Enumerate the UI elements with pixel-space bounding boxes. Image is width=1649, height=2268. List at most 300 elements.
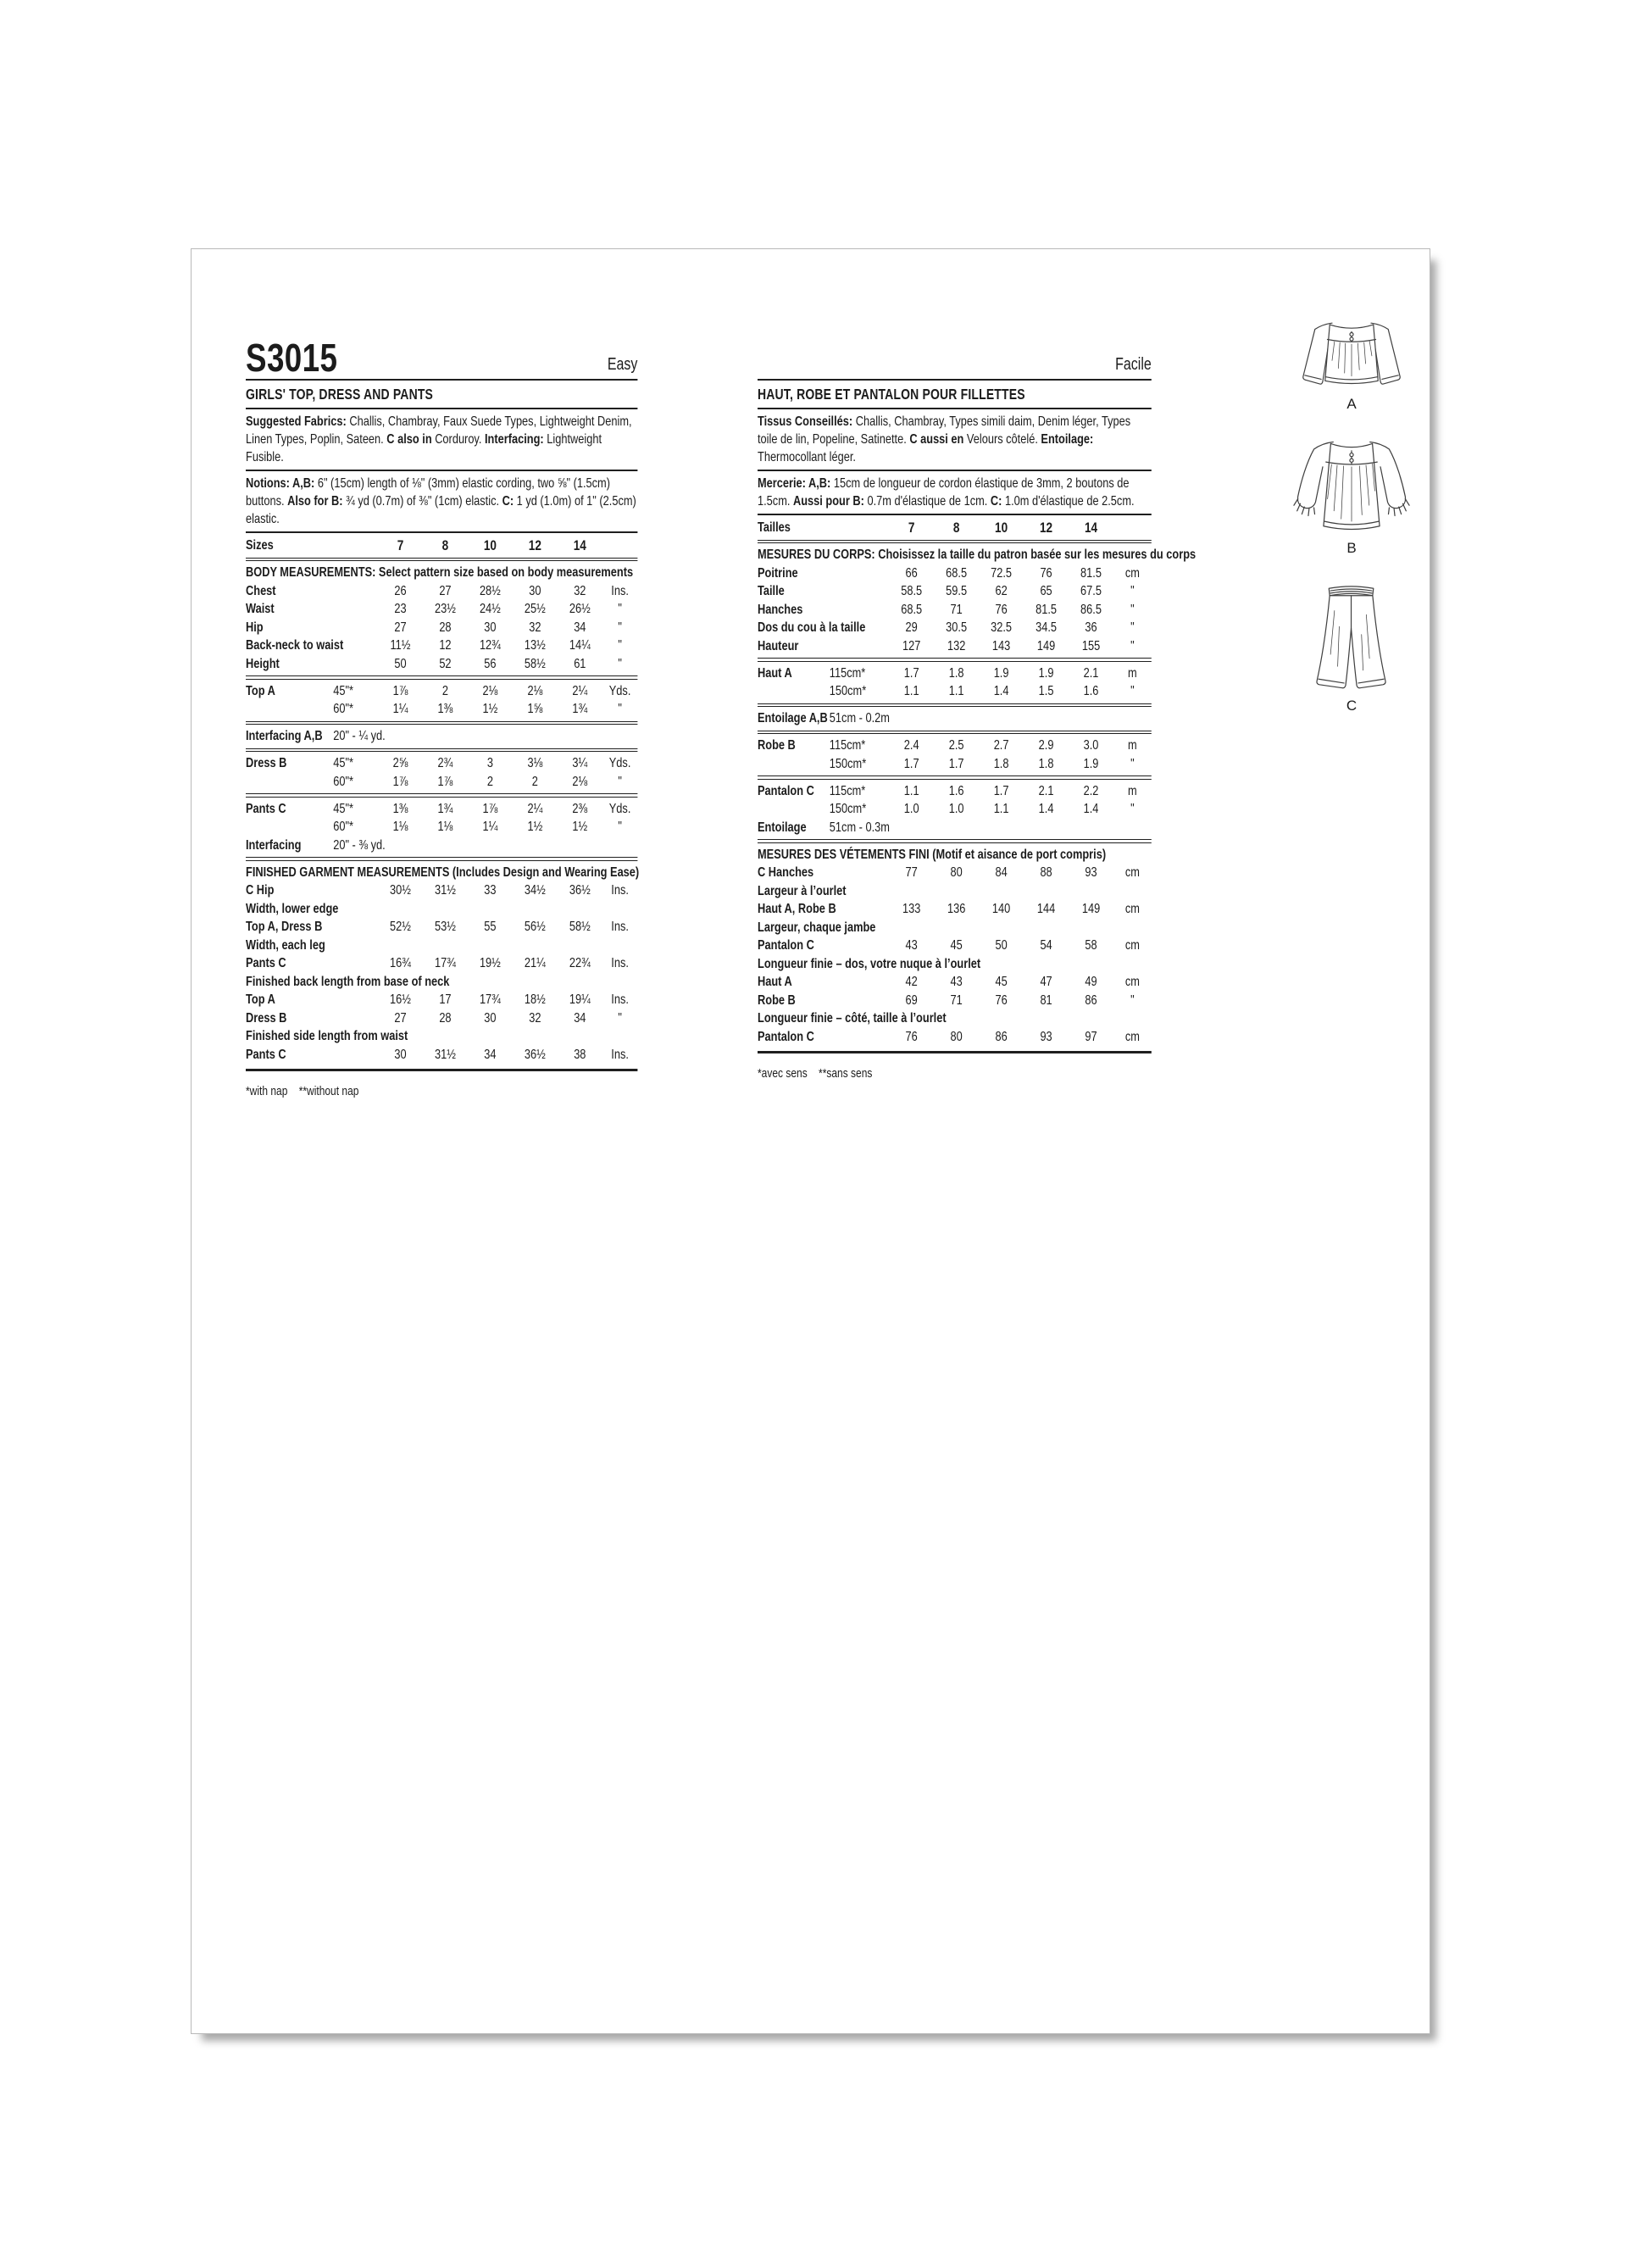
- unit-label: m: [1128, 665, 1137, 681]
- row-label: Haut A, Robe B: [758, 902, 836, 916]
- size-value: 97: [1085, 1029, 1097, 1044]
- size-value: 1¾: [572, 702, 588, 716]
- garment-title-en: GIRLS' TOP, DRESS AND PANTS: [246, 386, 434, 403]
- size-value: 155: [1081, 638, 1101, 653]
- unit-label: Ins.: [611, 956, 629, 970]
- table-rule: [246, 793, 637, 798]
- size-value: 49: [1085, 975, 1097, 989]
- row-label: Pantalon C: [758, 1029, 814, 1044]
- size-value: 88: [1040, 865, 1052, 880]
- size-value: 50: [995, 938, 1008, 953]
- size-value: 34: [484, 1047, 497, 1062]
- size-value: 1⅛: [392, 820, 408, 834]
- unit-label: ": [618, 774, 622, 789]
- unit-label: ": [1130, 756, 1135, 771]
- size-value: 1.7: [948, 756, 964, 771]
- unit-label: m: [1128, 738, 1137, 753]
- size-value: 71: [950, 992, 963, 1008]
- fabric-width: 45"*: [333, 756, 353, 770]
- bold-run: Aussi pour B:: [792, 494, 864, 509]
- table-rule: [758, 731, 1152, 735]
- size-value: 1⅝: [527, 702, 543, 716]
- size-value: 1.7: [903, 756, 919, 771]
- size-value: 1.6: [1083, 684, 1099, 698]
- unit-label: ": [618, 656, 622, 671]
- table-row: [246, 918, 637, 937]
- size-value: 61: [574, 656, 586, 671]
- size-value: 3: [486, 756, 493, 770]
- size-value: 18½: [524, 992, 546, 1007]
- text-run: 1 yd (1.0m) of 1" (2.5cm) elastic.: [246, 494, 636, 526]
- size-value: 53½: [434, 920, 456, 934]
- figure-a: [1293, 315, 1410, 413]
- size-value: 62: [995, 584, 1008, 598]
- top-a-illustration: [1293, 315, 1410, 393]
- row-value: 20" - ⅜ yd.: [333, 837, 386, 853]
- size-value: 43: [950, 975, 963, 989]
- size-value: 1⅞: [392, 683, 408, 698]
- garment-illustrations: [1264, 315, 1439, 714]
- unit-label: cm: [1124, 1029, 1140, 1044]
- table-row: [758, 709, 1152, 728]
- size-value: 31½: [434, 1047, 456, 1062]
- size-value: 2⅛: [572, 774, 588, 789]
- english-column: [246, 303, 640, 1098]
- row-label: Height: [246, 656, 280, 671]
- table-row: [246, 881, 637, 900]
- unit-label: cm: [1124, 865, 1140, 880]
- size-value: 43: [905, 938, 918, 953]
- size-value: 32.5: [991, 620, 1013, 635]
- size-value: 1.8: [948, 665, 964, 681]
- unit-label: ": [1130, 684, 1135, 698]
- fabric-width: 150cm*: [829, 756, 867, 771]
- size-value: 1¾: [437, 801, 453, 816]
- size-header: 10: [483, 537, 497, 553]
- fabric-width: 150cm*: [829, 802, 867, 816]
- size-header: 12: [528, 537, 541, 553]
- size-value: 30: [484, 620, 497, 635]
- table-row: [758, 755, 1152, 774]
- size-value: 77: [905, 865, 918, 880]
- size-value: 28½: [479, 583, 501, 598]
- figure-c-label: C: [1346, 698, 1358, 714]
- size-value: 55: [484, 920, 497, 934]
- table-row: [758, 519, 1152, 537]
- table-row: [758, 900, 1152, 919]
- size-value: 17: [439, 992, 452, 1007]
- notions-en: [246, 475, 637, 528]
- size-value: 32: [529, 620, 541, 635]
- table-row: [758, 582, 1152, 601]
- size-value: 1.1: [903, 783, 919, 798]
- table-row: [758, 664, 1152, 683]
- size-value: 3¼: [572, 756, 588, 770]
- bold-run: Suggested Fabrics:: [246, 414, 347, 429]
- size-value: 76: [995, 992, 1008, 1008]
- table-subheading: Finished back length from base of neck: [246, 974, 450, 989]
- fabric-width: 45"*: [333, 801, 353, 816]
- table-row: [246, 754, 637, 773]
- size-value: 81: [1040, 992, 1052, 1008]
- size-value: 1.9: [993, 665, 1009, 681]
- size-value: 143: [991, 638, 1011, 653]
- size-value: 86.5: [1080, 602, 1102, 617]
- table-row: [246, 700, 637, 719]
- text-run: Corduroy.: [431, 432, 485, 447]
- size-value: 1½: [482, 702, 498, 716]
- unit-label: ": [1130, 638, 1135, 653]
- size-value: 93: [1040, 1029, 1052, 1044]
- row-label: Pantalon C: [758, 938, 814, 953]
- table-rule: [758, 658, 1152, 662]
- size-value: 149: [1081, 902, 1101, 916]
- size-value: 58½: [569, 920, 591, 934]
- row-label: [758, 755, 830, 774]
- size-value: 80: [950, 1029, 963, 1044]
- fabric-width: 60"*: [333, 702, 353, 716]
- bold-run: C also in: [386, 432, 432, 447]
- row-value: 51cm - 0.2m: [829, 711, 890, 725]
- size-value: 1.8: [1038, 756, 1054, 771]
- bold-run: C:: [502, 494, 514, 509]
- size-value: 56: [484, 656, 497, 671]
- table-row: [758, 1028, 1152, 1047]
- unit-label: ": [618, 602, 622, 616]
- table-row: [246, 636, 637, 655]
- text-run: 0.7m d'élastique de 1cm.: [863, 494, 991, 509]
- difficulty-rating-fr: Facile: [1115, 355, 1152, 374]
- size-value: 12¾: [479, 638, 501, 653]
- size-value: 2¼: [527, 801, 543, 816]
- bold-run: Mercerie: A,B:: [758, 476, 831, 491]
- sizes-label: Sizes: [246, 538, 274, 553]
- size-value: 2.1: [1083, 665, 1099, 681]
- size-value: 2⅝: [392, 756, 408, 770]
- size-value: 27: [394, 620, 407, 635]
- table-rule: [246, 721, 637, 725]
- table-row: [758, 619, 1152, 637]
- size-value: 140: [991, 902, 1011, 916]
- unit-label: cm: [1124, 902, 1140, 916]
- row-label: Taille: [758, 584, 785, 598]
- row-label: [758, 682, 830, 701]
- table-row: [246, 682, 637, 701]
- table-row: [246, 1009, 637, 1028]
- size-value: 34: [574, 620, 586, 635]
- unit-label: ": [1130, 602, 1135, 617]
- text-run: Thermocollant léger.: [758, 450, 856, 464]
- size-value: 47: [1040, 975, 1052, 989]
- bold-run: Entoilage:: [1041, 432, 1094, 447]
- row-label: Pants C: [246, 801, 286, 816]
- row-label: Dos du cou à la taille: [758, 620, 866, 635]
- fabric-width: 115cm*: [829, 665, 866, 681]
- size-value: 31½: [434, 883, 456, 898]
- row-label: Interfacing A,B: [246, 729, 323, 743]
- size-value: 26: [394, 583, 407, 598]
- size-value: 30: [394, 1047, 407, 1062]
- table-row: [246, 991, 637, 1009]
- difficulty-rating-en: Easy: [607, 355, 638, 374]
- size-value: 1.5: [1038, 684, 1054, 698]
- size-value: 3⅛: [527, 756, 543, 770]
- unit-label: ": [1130, 584, 1135, 598]
- size-value: 2.7: [993, 738, 1009, 753]
- table-subheading: Longueur finie – dos, votre nuque à l’ourlet: [758, 956, 981, 971]
- table-row: [758, 864, 1152, 882]
- size-value: 24½: [479, 602, 501, 616]
- table-row: [246, 727, 637, 746]
- size-value: 45: [950, 938, 963, 953]
- table-row: [246, 837, 637, 855]
- size-value: 30½: [390, 883, 411, 898]
- size-value: 2: [531, 774, 538, 789]
- table-row: [758, 682, 1152, 701]
- size-value: 1⅜: [437, 702, 453, 716]
- size-value: 58.5: [901, 584, 923, 598]
- bold-run: C aussi en: [909, 432, 964, 447]
- table-row: [758, 973, 1152, 992]
- pattern-instruction-sheet: [191, 248, 1430, 2034]
- size-value: 132: [947, 638, 966, 653]
- table-row: [246, 655, 637, 674]
- unit-label: ": [1130, 802, 1135, 816]
- table-row: [758, 819, 1152, 837]
- size-value: 1⅜: [392, 801, 408, 816]
- size-value: 2¼: [572, 683, 588, 698]
- size-value: 27: [439, 583, 452, 598]
- size-value: 68.5: [946, 565, 968, 581]
- row-label: [758, 800, 830, 819]
- size-value: 30: [529, 583, 541, 598]
- title-bar-en: [246, 303, 638, 380]
- size-value: 28: [439, 1010, 452, 1026]
- row-label: Interfacing: [246, 837, 302, 853]
- table-subheading: Largeur à l’ourlet: [758, 883, 847, 898]
- size-value: 133: [902, 902, 921, 916]
- size-value: 36: [1085, 620, 1097, 635]
- size-value: 36½: [524, 1047, 546, 1062]
- unit-label: Ins.: [611, 920, 629, 934]
- row-label: Top A, Dress B: [246, 920, 323, 934]
- row-label: Pantalon C: [758, 783, 814, 798]
- fabric-width: 60"*: [333, 820, 353, 834]
- size-value: 36½: [569, 883, 591, 898]
- unit-label: Yds.: [608, 683, 631, 698]
- row-value: 51cm - 0.3m: [829, 820, 890, 835]
- size-value: 2⅜: [572, 801, 588, 816]
- text-run: Challis, Chambray, Faux Suede Types, Lightweight Denim, Linen Types, Poplin, Sateen.: [246, 414, 632, 447]
- table-row: [758, 737, 1152, 755]
- unit-label: cm: [1124, 975, 1140, 989]
- divider: [246, 408, 637, 409]
- size-value: 30.5: [946, 620, 968, 635]
- size-value: 136: [947, 902, 966, 916]
- row-label: Back-neck to waist: [246, 638, 344, 653]
- table-row: [758, 800, 1152, 819]
- size-value: 13½: [524, 638, 546, 653]
- unit-label: ": [618, 1010, 622, 1026]
- size-value: 23½: [434, 602, 456, 616]
- size-value: 2⅛: [482, 683, 498, 698]
- size-header: 10: [995, 520, 1008, 536]
- unit-label: Ins.: [611, 992, 629, 1007]
- row-label: Pants C: [246, 1047, 286, 1062]
- size-value: 19½: [479, 956, 501, 970]
- size-value: 26½: [569, 602, 591, 616]
- size-value: 54: [1040, 938, 1052, 953]
- size-value: 1¼: [392, 702, 408, 716]
- size-value: 3.0: [1083, 738, 1099, 753]
- french-column: [758, 303, 1196, 1081]
- table-subheading: Longueur finie – côté, taille à l’ourlet: [758, 1011, 947, 1026]
- fabric-width: 45"*: [333, 683, 353, 698]
- text-run: Lightweight Fusible.: [246, 432, 602, 464]
- row-label: Hip: [246, 620, 264, 635]
- size-value: 56½: [524, 920, 546, 934]
- text-run: Velours côtelé.: [963, 432, 1041, 447]
- figure-c: [1306, 579, 1397, 714]
- size-value: 1½: [527, 820, 543, 834]
- dress-b-illustration: [1287, 435, 1416, 537]
- table-rule: [758, 703, 1152, 708]
- table-row: [758, 601, 1152, 620]
- table-row: [758, 937, 1152, 955]
- bold-run: Tissus Conseillés:: [758, 414, 853, 429]
- row-label: Entoilage: [758, 820, 807, 835]
- row-label: Hauteur: [758, 638, 799, 653]
- size-value: 28: [439, 620, 452, 635]
- pants-c-illustration: [1306, 579, 1397, 695]
- table-rule: [246, 857, 637, 861]
- table-subheading: FINISHED GARMENT MEASUREMENTS (Includes Design and Wearing Ease): [246, 864, 640, 880]
- size-value: 1.9: [1038, 665, 1054, 681]
- table-row: [246, 582, 637, 601]
- size-value: 52½: [390, 920, 411, 934]
- row-label: [246, 818, 333, 837]
- divider: [758, 408, 1152, 409]
- size-value: 149: [1036, 638, 1056, 653]
- size-value: 84: [995, 865, 1008, 880]
- size-value: 59.5: [946, 584, 968, 598]
- size-value: 2: [486, 774, 493, 789]
- figure-b: [1287, 435, 1416, 557]
- suggested-fabrics-en: [246, 413, 637, 466]
- fabric-width: 60"*: [333, 774, 353, 789]
- size-value: 33: [484, 883, 497, 898]
- row-label: Poitrine: [758, 565, 798, 581]
- size-value: 21¼: [524, 956, 546, 970]
- size-value: 16¾: [390, 956, 411, 970]
- size-value: 1⅞: [482, 801, 498, 816]
- row-label: Robe B: [758, 992, 796, 1008]
- size-value: 25½: [524, 602, 546, 616]
- row-label: Hanches: [758, 602, 803, 617]
- size-value: 1.7: [903, 665, 919, 681]
- table-rule: [758, 775, 1152, 780]
- size-value: 1.4: [1038, 802, 1054, 816]
- unit-label: ": [618, 620, 622, 635]
- table-rule: [246, 748, 637, 753]
- text-run: 15cm de longueur de cordon élastique de 3mm, 2 boutons de 1.5cm.: [758, 476, 1130, 509]
- row-label: [246, 700, 333, 719]
- size-header: 7: [908, 520, 915, 536]
- size-value: 2⅛: [527, 683, 543, 698]
- row-label: Pants C: [246, 956, 286, 970]
- table-subheading: Finished side length from waist: [246, 1029, 408, 1043]
- row-label: Robe B: [758, 738, 796, 753]
- suggested-fabrics-fr: [758, 413, 1152, 466]
- size-value: 42: [905, 975, 918, 989]
- text-run: 1.0m d'élastique de 2.5cm.: [1002, 494, 1135, 509]
- fabric-width: 150cm*: [829, 684, 867, 698]
- size-value: 69: [905, 992, 918, 1008]
- size-value: 16½: [390, 992, 411, 1007]
- figure-a-label: A: [1346, 396, 1357, 412]
- size-value: 67.5: [1080, 584, 1102, 598]
- unit-label: cm: [1124, 565, 1140, 581]
- size-value: 32: [529, 1010, 541, 1026]
- size-value: 30: [484, 1010, 497, 1026]
- size-value: 14¼: [569, 638, 591, 653]
- unit-label: ": [1130, 620, 1135, 635]
- size-value: 2.9: [1038, 738, 1054, 753]
- size-value: 22¾: [569, 956, 591, 970]
- size-header: 14: [1084, 520, 1098, 536]
- table-subheading: Width, each leg: [246, 937, 325, 953]
- unit-label: Ins.: [611, 1047, 629, 1062]
- size-header: 7: [397, 537, 404, 553]
- size-value: 2.4: [903, 738, 919, 753]
- size-value: 1.6: [948, 783, 964, 798]
- table-row: [246, 600, 637, 619]
- size-value: 81.5: [1080, 565, 1102, 581]
- size-value: 2.5: [948, 738, 964, 753]
- size-value: 2.2: [1083, 783, 1099, 798]
- table-row: [246, 619, 637, 637]
- size-value: 1¼: [482, 820, 498, 834]
- unit-label: cm: [1124, 938, 1140, 953]
- row-label: Dress B: [246, 756, 287, 770]
- table-rule: [758, 1051, 1152, 1053]
- size-value: 58: [1085, 938, 1097, 953]
- table-row: [758, 564, 1152, 583]
- measurement-table-fr: [758, 519, 1196, 1053]
- table-row: [246, 954, 637, 973]
- table-rule: [758, 839, 1152, 843]
- unit-label: ": [618, 820, 622, 834]
- table-subheading: BODY MEASUREMENTS: Select pattern size based on body measurements: [246, 565, 634, 580]
- row-label: Haut A: [758, 665, 792, 681]
- notions-fr: [758, 475, 1152, 510]
- size-value: 86: [1085, 992, 1097, 1008]
- table-subheading: Largeur, chaque jambe: [758, 920, 876, 935]
- size-value: 58½: [524, 656, 546, 671]
- size-value: 32: [574, 583, 586, 598]
- bold-run: C:: [990, 494, 1002, 509]
- size-value: 144: [1036, 902, 1056, 916]
- measurement-table-en: [246, 536, 640, 1071]
- text-run: 6" (15cm) length of ⅛" (3mm) elastic cording, two ⅝" (1.5cm) buttons.: [246, 476, 610, 509]
- size-header: 8: [441, 537, 449, 553]
- row-label: C Hip: [246, 883, 275, 898]
- text-run: ¾ yd (0.7m) of ⅜" (1cm) elastic.: [342, 494, 502, 509]
- size-value: 29: [905, 620, 918, 635]
- size-value: 2.1: [1038, 783, 1054, 798]
- row-label: Chest: [246, 583, 276, 598]
- table-row: [758, 637, 1152, 656]
